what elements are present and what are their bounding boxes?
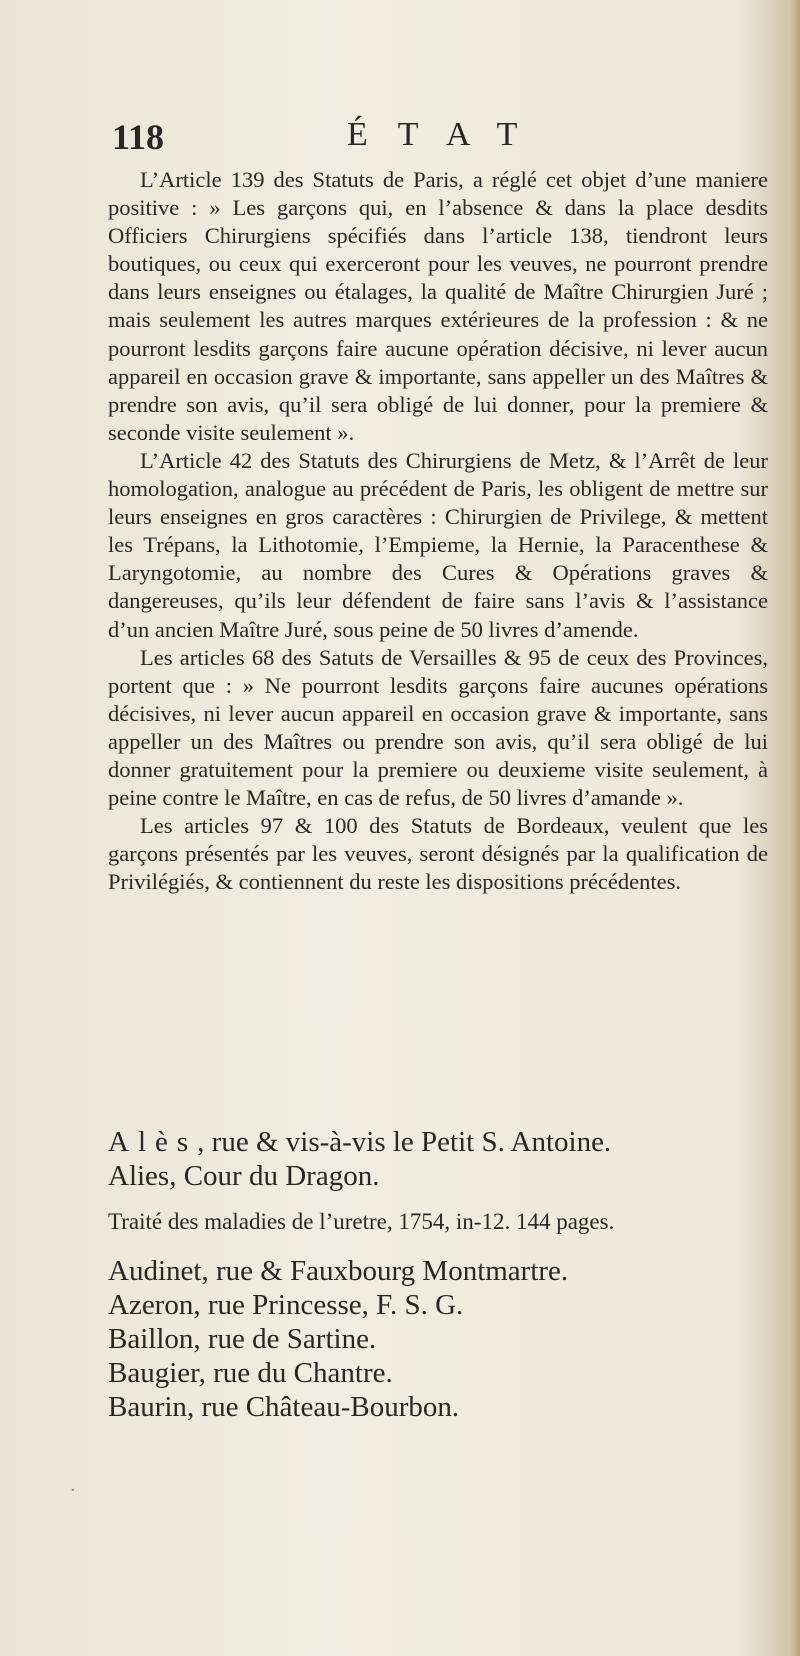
entry-address: , Cour du Dragon. xyxy=(169,1160,380,1192)
entry-name: Baugier xyxy=(108,1357,199,1389)
entry-name: Azeron xyxy=(108,1289,194,1321)
entry xyxy=(108,1390,768,1424)
paragraph: L’Article 139 des Statuts de Paris, a réglé cet objet d’une maniere positive : » Les garçons qui, en l’absence & dans la place desdits Officiers Chirurgiens spécifiés dans l’article 138, tiendront leurs boutiques, ou ceux qui exerceront pour les veuves, ne pourront prendre dans leurs enseignes ou étalages, la qualité de Maître Chirurgien Juré ; mais seulement les autres marques extérieures de la profession : & ne pourront lesdits garçons faire aucune opération décisive, ni lever aucun appareil en occasion grave & importante, sans appeller un des Maîtres & prendre son avis, qu’il sera obligé de lui donner, pour la premiere & seconde visite seulement ». xyxy=(108,167,768,445)
page-header xyxy=(112,112,672,162)
page-number: 118 xyxy=(112,117,165,157)
publication-title: Traité des maladies de l’uretre xyxy=(108,1209,387,1234)
paragraph: L’Article 42 des Statuts des Chirurgiens de Metz, & l’Arrêt de leur homologation, analogue au précédent de Paris, les obligent de mettre sur leurs enseignes en gros caractères : Chirurgien de Privilege, & mettent les Trépans, la Lithotomie, l’Empieme, la Hernie, la Paracenthese & Laryngotomie, au nombre des Cures & Opérations graves & dangereuses, qu’ils leur défendent de faire sans l’avis & l’assistance d’un ancien Maître Juré, sous peine de 50 livres d’amende. xyxy=(108,447,768,642)
entry xyxy=(108,1356,768,1390)
entry-address: , rue Princesse, F. S. G. xyxy=(193,1289,464,1321)
paper-speck: · xyxy=(70,1480,76,1501)
entry-name: Baurin xyxy=(108,1391,187,1423)
entry-name: Alès xyxy=(108,1126,198,1158)
paragraph: Les articles 68 des Satuts de Versailles & 95 de ceux des Provinces, portent que : » Ne pourront lesdits garçons faire aucunes opérations décisives, ni lever aucun appareil en occasion grave & importante, sans appeller un des Maîtres ou prendre son avis, qu’il sera obligé de lui donner gratuitement pour la premiere ou deuxieme visite seulement, à peine contre le Maître, en cas de refus, de 50 livres d’amande ». xyxy=(108,644,768,811)
entry xyxy=(108,1322,768,1356)
entry-name: Baillon xyxy=(108,1323,194,1355)
publication-details: , 1754, in-12. 144 pages. xyxy=(386,1209,615,1234)
entry xyxy=(108,1159,768,1193)
publication-entry xyxy=(108,1207,768,1237)
entry xyxy=(108,1254,768,1288)
entry-address: , rue de Sartine. xyxy=(193,1323,377,1355)
entry xyxy=(108,1288,768,1322)
paragraph: Les articles 97 & 100 des Statuts de Bordeaux, veulent que les garçons présentés par les veuves, seront désignés par la qualification de Privilégiés, & contiennent du reste les dispositions précédentes. xyxy=(108,813,768,895)
surgeon-entries xyxy=(108,1125,768,1424)
running-head: ÉTAT xyxy=(347,116,548,153)
entry-address: , rue & Fauxbourg Montmartre. xyxy=(201,1255,569,1287)
entry-name: Alies xyxy=(108,1160,170,1192)
entry-name: Audinet xyxy=(108,1255,202,1287)
entry-address: , rue du Chantre. xyxy=(198,1357,393,1389)
entry-address: , rue & vis-à-vis le Petit S. Antoine. xyxy=(197,1126,612,1158)
body-text xyxy=(108,166,768,896)
entry xyxy=(108,1125,768,1159)
entry-address: , rue Château-Bourbon. xyxy=(186,1391,460,1423)
page-edge xyxy=(788,0,800,1656)
